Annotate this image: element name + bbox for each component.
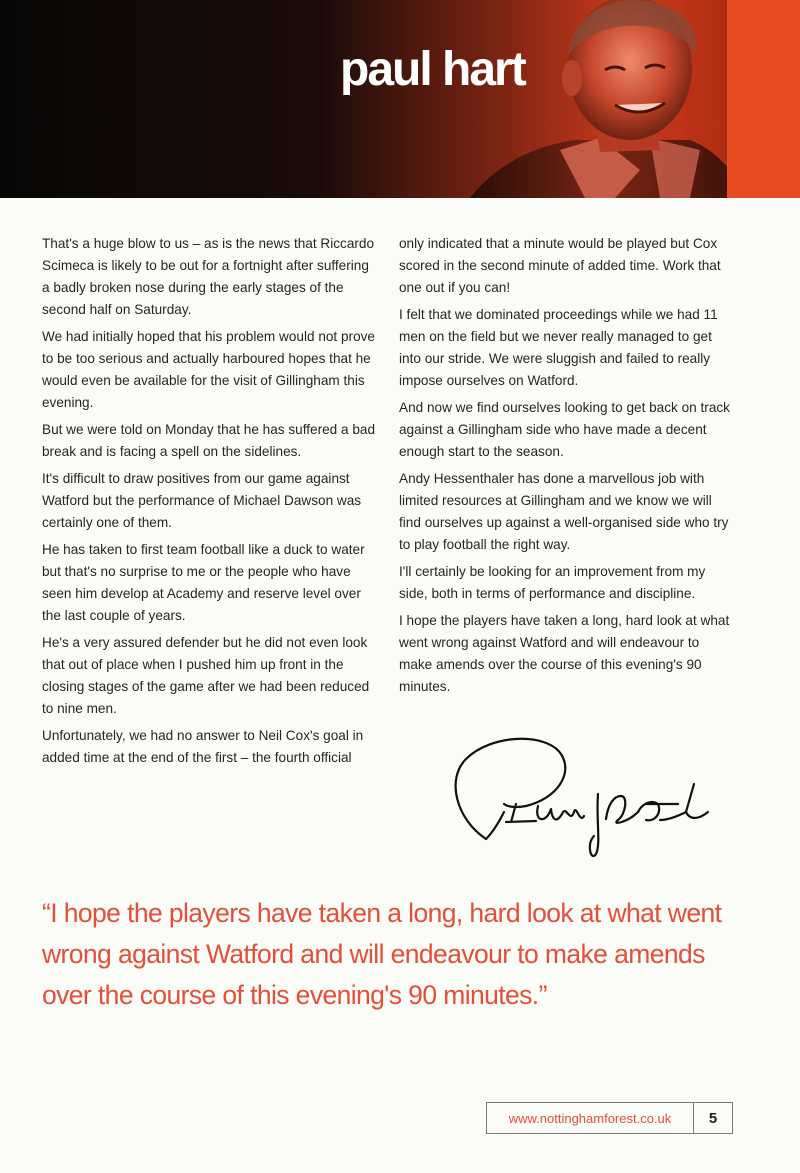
paragraph: It's difficult to draw positives from our game against Watford but the performance of Michael Dawson was certainly one of them. bbox=[42, 471, 362, 530]
paragraph: He has taken to first team football like a duck to water but that's no surprise to me or the people who have seen him develop at Academy and reserve level over the last couple of years. bbox=[42, 542, 365, 623]
paragraph: only indicated that a minute would be played but Cox scored in the second minute of added time. Work that one out if you can! bbox=[399, 236, 721, 295]
footer-bar bbox=[486, 1102, 733, 1134]
page-title: paul hart bbox=[340, 43, 525, 96]
pull-quote: “I hope the players have taken a long, hard look at what went wrong against Watford and will endeavour to make amends over the course of this evening's 90 minutes.” bbox=[42, 898, 722, 1010]
website-link[interactable]: www.nottinghamforest.co.uk bbox=[487, 1103, 694, 1133]
header-band bbox=[0, 0, 800, 198]
paragraph: We had initially hoped that his problem would not prove to be too serious and actually harboured hopes that he would even be available for the visit of Gillingham this evening. bbox=[42, 329, 375, 410]
paragraph: He's a very assured defender but he did not even look that out of place when I pushed him up front in the closing stages of the game after we had been reduced to nine men. bbox=[42, 635, 370, 716]
paragraph: And now we find ourselves looking to get back on track against a Gillingham side who have made a decent enough start to the season. bbox=[399, 400, 730, 459]
paragraph: I'll certainly be looking for an improvement from my side, both in terms of performance and discipline. bbox=[399, 564, 706, 601]
paragraph: That's a huge blow to us – as is the news that Riccardo Scimeca is likely to be out for a fortnight after suffering a badly broken nose during the early stages of the second half on Saturday. bbox=[42, 236, 375, 317]
accent-strip bbox=[727, 0, 800, 198]
article-right-column bbox=[399, 233, 735, 703]
page-number: 5 bbox=[708, 1109, 718, 1127]
article-left-column bbox=[42, 233, 378, 774]
paragraph: Andy Hessenthaler has done a marvellous job with limited resources at Gillingham and we know we will find ourselves up against a well-organised side who try to play football the right way. bbox=[399, 471, 729, 552]
paragraph: Unfortunately, we had no answer to Neil Cox's goal in added time at the end of the first – the fourth official bbox=[42, 728, 364, 765]
paragraph: But we were told on Monday that he has suffered a bad break and is facing a spell on the sidelines. bbox=[42, 422, 376, 459]
paragraph: I felt that we dominated proceedings while we had 11 men on the field but we never really managed to get into our stride. We were sluggish and failed to really impose ourselves on Watford. bbox=[399, 307, 718, 388]
portrait-photo bbox=[0, 0, 800, 198]
paragraph: I hope the players have taken a long, hard look at what went wrong against Watford and will endeavour to make amends over the course of this evening's 90 minutes. bbox=[399, 613, 730, 694]
handwritten-signature-icon bbox=[446, 724, 726, 864]
